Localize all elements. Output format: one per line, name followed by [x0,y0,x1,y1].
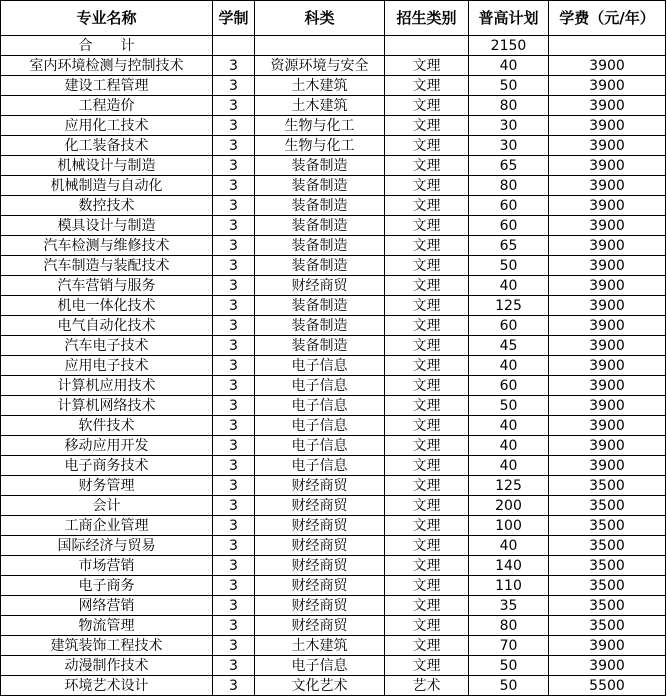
cell-enrollment-type: 文理 [385,476,469,496]
table-row [1,536,666,556]
table-row [1,156,666,176]
cell-enrollment-type: 文理 [385,156,469,176]
cell-plan: 50 [469,76,549,96]
table-row [1,616,666,636]
table-row [1,376,666,396]
cell-tuition: 3900 [549,76,666,96]
cell-plan: 60 [469,216,549,236]
cell-major-name: 应用电子技术 [1,356,213,376]
cell-plan: 40 [469,276,549,296]
cell-tuition: 3900 [549,316,666,336]
cell-tuition: 3900 [549,216,666,236]
table-row [1,356,666,376]
cell-major-name: 模具设计与制造 [1,216,213,236]
total-empty-cell [255,36,385,56]
table-row [1,56,666,76]
cell-enrollment-type: 文理 [385,636,469,656]
cell-tuition: 3500 [549,476,666,496]
cell-duration: 3 [213,276,255,296]
cell-plan: 100 [469,516,549,536]
cell-enrollment-type: 文理 [385,236,469,256]
cell-plan: 110 [469,576,549,596]
header-plan: 普高计划 [469,1,549,36]
cell-major-name: 室内环境检测与控制技术 [1,56,213,76]
cell-tuition: 3500 [549,576,666,596]
cell-plan: 200 [469,496,549,516]
cell-enrollment-type: 文理 [385,376,469,396]
cell-tuition: 3900 [549,376,666,396]
cell-duration: 3 [213,256,255,276]
cell-category: 财经商贸 [255,576,385,596]
cell-tuition: 3900 [549,236,666,256]
total-empty-cell [213,36,255,56]
total-label: 合 计 [1,36,213,56]
cell-enrollment-type: 文理 [385,336,469,356]
cell-plan: 50 [469,656,549,676]
cell-tuition: 3500 [549,556,666,576]
cell-enrollment-type: 文理 [385,56,469,76]
table-row [1,436,666,456]
cell-duration: 3 [213,576,255,596]
cell-category: 装备制造 [255,256,385,276]
cell-category: 电子信息 [255,456,385,476]
cell-duration: 3 [213,316,255,336]
table-row [1,516,666,536]
cell-duration: 3 [213,456,255,476]
cell-plan: 125 [469,476,549,496]
cell-major-name: 财务管理 [1,476,213,496]
cell-tuition: 3900 [549,176,666,196]
cell-tuition: 3900 [549,196,666,216]
table-row [1,596,666,616]
cell-major-name: 汽车检测与维修技术 [1,236,213,256]
cell-category: 装备制造 [255,336,385,356]
cell-category: 装备制造 [255,296,385,316]
cell-plan: 40 [469,356,549,376]
cell-duration: 3 [213,156,255,176]
cell-major-name: 电气自动化技术 [1,316,213,336]
cell-duration: 3 [213,676,255,696]
cell-major-name: 建筑装饰工程技术 [1,636,213,656]
cell-duration: 3 [213,296,255,316]
cell-category: 土木建筑 [255,76,385,96]
cell-category: 装备制造 [255,316,385,336]
cell-category: 财经商贸 [255,556,385,576]
cell-major-name: 计算机网络技术 [1,396,213,416]
cell-tuition: 3500 [549,616,666,636]
table-row [1,636,666,656]
table-row [1,136,666,156]
cell-category: 财经商贸 [255,496,385,516]
cell-duration: 3 [213,76,255,96]
cell-tuition: 3900 [549,336,666,356]
cell-enrollment-type: 文理 [385,196,469,216]
table-row [1,76,666,96]
cell-major-name: 数控技术 [1,196,213,216]
cell-enrollment-type: 文理 [385,436,469,456]
cell-plan: 80 [469,616,549,636]
cell-major-name: 汽车电子技术 [1,336,213,356]
cell-duration: 3 [213,336,255,356]
cell-major-name: 物流管理 [1,616,213,636]
cell-duration: 3 [213,596,255,616]
cell-tuition: 3900 [549,116,666,136]
cell-enrollment-type: 文理 [385,456,469,476]
cell-plan: 40 [469,56,549,76]
total-empty-cell [549,36,666,56]
cell-major-name: 软件技术 [1,416,213,436]
cell-major-name: 机械制造与自动化 [1,176,213,196]
cell-category: 生物与化工 [255,116,385,136]
cell-duration: 3 [213,196,255,216]
cell-duration: 3 [213,96,255,116]
table-row [1,116,666,136]
cell-plan: 70 [469,636,549,656]
total-row [1,36,666,56]
cell-enrollment-type: 文理 [385,356,469,376]
cell-category: 财经商贸 [255,616,385,636]
cell-tuition: 3900 [549,436,666,456]
cell-duration: 3 [213,176,255,196]
cell-major-name: 工程造价 [1,96,213,116]
cell-major-name: 工商企业管理 [1,516,213,536]
cell-plan: 65 [469,236,549,256]
table-row [1,256,666,276]
table-row [1,296,666,316]
table-row [1,396,666,416]
cell-category: 土木建筑 [255,636,385,656]
cell-plan: 40 [469,416,549,436]
cell-tuition: 3900 [549,656,666,676]
cell-major-name: 环境艺术设计 [1,676,213,696]
cell-category: 装备制造 [255,216,385,236]
table-row [1,496,666,516]
table-row [1,196,666,216]
cell-plan: 40 [469,436,549,456]
header-row [1,1,666,36]
cell-plan: 30 [469,116,549,136]
cell-tuition: 3500 [549,496,666,516]
cell-enrollment-type: 文理 [385,96,469,116]
cell-enrollment-type: 文理 [385,76,469,96]
cell-plan: 40 [469,536,549,556]
table-row [1,336,666,356]
cell-major-name: 机械设计与制造 [1,156,213,176]
cell-duration: 3 [213,356,255,376]
cell-category: 土木建筑 [255,96,385,116]
cell-category: 装备制造 [255,156,385,176]
cell-plan: 140 [469,556,549,576]
cell-category: 电子信息 [255,656,385,676]
table-row [1,556,666,576]
cell-tuition: 3900 [549,256,666,276]
cell-duration: 3 [213,216,255,236]
cell-duration: 3 [213,116,255,136]
table-row [1,656,666,676]
table-row [1,316,666,336]
cell-tuition: 3500 [549,596,666,616]
cell-duration: 3 [213,416,255,436]
cell-tuition: 3900 [549,96,666,116]
table-row [1,96,666,116]
cell-category: 装备制造 [255,236,385,256]
cell-enrollment-type: 文理 [385,216,469,236]
cell-category: 生物与化工 [255,136,385,156]
cell-tuition: 3900 [549,136,666,156]
cell-major-name: 动漫制作技术 [1,656,213,676]
table-row [1,676,666,696]
cell-duration: 3 [213,136,255,156]
cell-duration: 3 [213,656,255,676]
cell-category: 财经商贸 [255,596,385,616]
cell-major-name: 电子商务技术 [1,456,213,476]
cell-tuition: 3900 [549,396,666,416]
cell-category: 电子信息 [255,376,385,396]
cell-plan: 40 [469,456,549,476]
cell-plan: 65 [469,156,549,176]
cell-category: 装备制造 [255,176,385,196]
cell-plan: 60 [469,316,549,336]
cell-major-name: 计算机应用技术 [1,376,213,396]
cell-duration: 3 [213,516,255,536]
cell-duration: 3 [213,536,255,556]
table-row [1,416,666,436]
cell-tuition: 3500 [549,536,666,556]
cell-major-name: 市场营销 [1,556,213,576]
cell-plan: 80 [469,176,549,196]
cell-enrollment-type: 文理 [385,596,469,616]
cell-category: 电子信息 [255,416,385,436]
cell-enrollment-type: 文理 [385,516,469,536]
cell-major-name: 电子商务 [1,576,213,596]
cell-enrollment-type: 文理 [385,496,469,516]
cell-enrollment-type: 文理 [385,536,469,556]
cell-category: 资源环境与安全 [255,56,385,76]
cell-category: 文化艺术 [255,676,385,696]
table-row [1,176,666,196]
cell-enrollment-type: 文理 [385,656,469,676]
cell-tuition: 3900 [549,356,666,376]
cell-duration: 3 [213,476,255,496]
cell-tuition: 3900 [549,296,666,316]
cell-enrollment-type: 文理 [385,296,469,316]
cell-tuition: 3900 [549,636,666,656]
cell-tuition: 3900 [549,56,666,76]
cell-enrollment-type: 文理 [385,616,469,636]
cell-enrollment-type: 文理 [385,256,469,276]
table-row [1,216,666,236]
cell-major-name: 移动应用开发 [1,436,213,456]
cell-enrollment-type: 艺术 [385,676,469,696]
cell-enrollment-type: 文理 [385,396,469,416]
cell-tuition: 3900 [549,276,666,296]
cell-category: 财经商贸 [255,536,385,556]
table-row [1,236,666,256]
table-row [1,576,666,596]
cell-tuition: 3900 [549,156,666,176]
cell-major-name: 会计 [1,496,213,516]
cell-category: 电子信息 [255,396,385,416]
cell-plan: 35 [469,596,549,616]
cell-category: 电子信息 [255,356,385,376]
cell-plan: 45 [469,336,549,356]
table-row [1,476,666,496]
cell-duration: 3 [213,56,255,76]
cell-duration: 3 [213,436,255,456]
cell-enrollment-type: 文理 [385,576,469,596]
cell-enrollment-type: 文理 [385,316,469,336]
cell-enrollment-type: 文理 [385,116,469,136]
cell-duration: 3 [213,376,255,396]
header-category: 科类 [255,1,385,36]
table-row [1,456,666,476]
table-row [1,276,666,296]
cell-plan: 60 [469,196,549,216]
cell-category: 财经商贸 [255,516,385,536]
cell-plan: 60 [469,376,549,396]
cell-category: 装备制造 [255,196,385,216]
total-plan: 2150 [469,36,549,56]
cell-major-name: 汽车制造与装配技术 [1,256,213,276]
header-major-name: 专业名称 [1,1,213,36]
cell-category: 财经商贸 [255,276,385,296]
cell-major-name: 应用化工技术 [1,116,213,136]
cell-tuition: 3900 [549,416,666,436]
cell-enrollment-type: 文理 [385,416,469,436]
cell-duration: 3 [213,636,255,656]
cell-duration: 3 [213,496,255,516]
cell-enrollment-type: 文理 [385,556,469,576]
header-enrollment-type: 招生类别 [385,1,469,36]
cell-tuition: 3500 [549,516,666,536]
cell-enrollment-type: 文理 [385,136,469,156]
cell-plan: 50 [469,396,549,416]
cell-plan: 50 [469,256,549,276]
cell-enrollment-type: 文理 [385,176,469,196]
header-tuition: 学费（元/年） [549,1,666,36]
cell-major-name: 汽车营销与服务 [1,276,213,296]
cell-category: 电子信息 [255,436,385,456]
cell-tuition: 5500 [549,676,666,696]
header-duration: 学制 [213,1,255,36]
cell-plan: 80 [469,96,549,116]
cell-plan: 50 [469,676,549,696]
cell-duration: 3 [213,396,255,416]
cell-tuition: 3900 [549,456,666,476]
cell-duration: 3 [213,236,255,256]
total-empty-cell [385,36,469,56]
cell-duration: 3 [213,616,255,636]
cell-plan: 125 [469,296,549,316]
cell-duration: 3 [213,556,255,576]
cell-major-name: 国际经济与贸易 [1,536,213,556]
cell-major-name: 建设工程管理 [1,76,213,96]
cell-category: 财经商贸 [255,476,385,496]
cell-major-name: 化工装备技术 [1,136,213,156]
cell-enrollment-type: 文理 [385,276,469,296]
cell-plan: 30 [469,136,549,156]
cell-major-name: 网络营销 [1,596,213,616]
cell-major-name: 机电一体化技术 [1,296,213,316]
